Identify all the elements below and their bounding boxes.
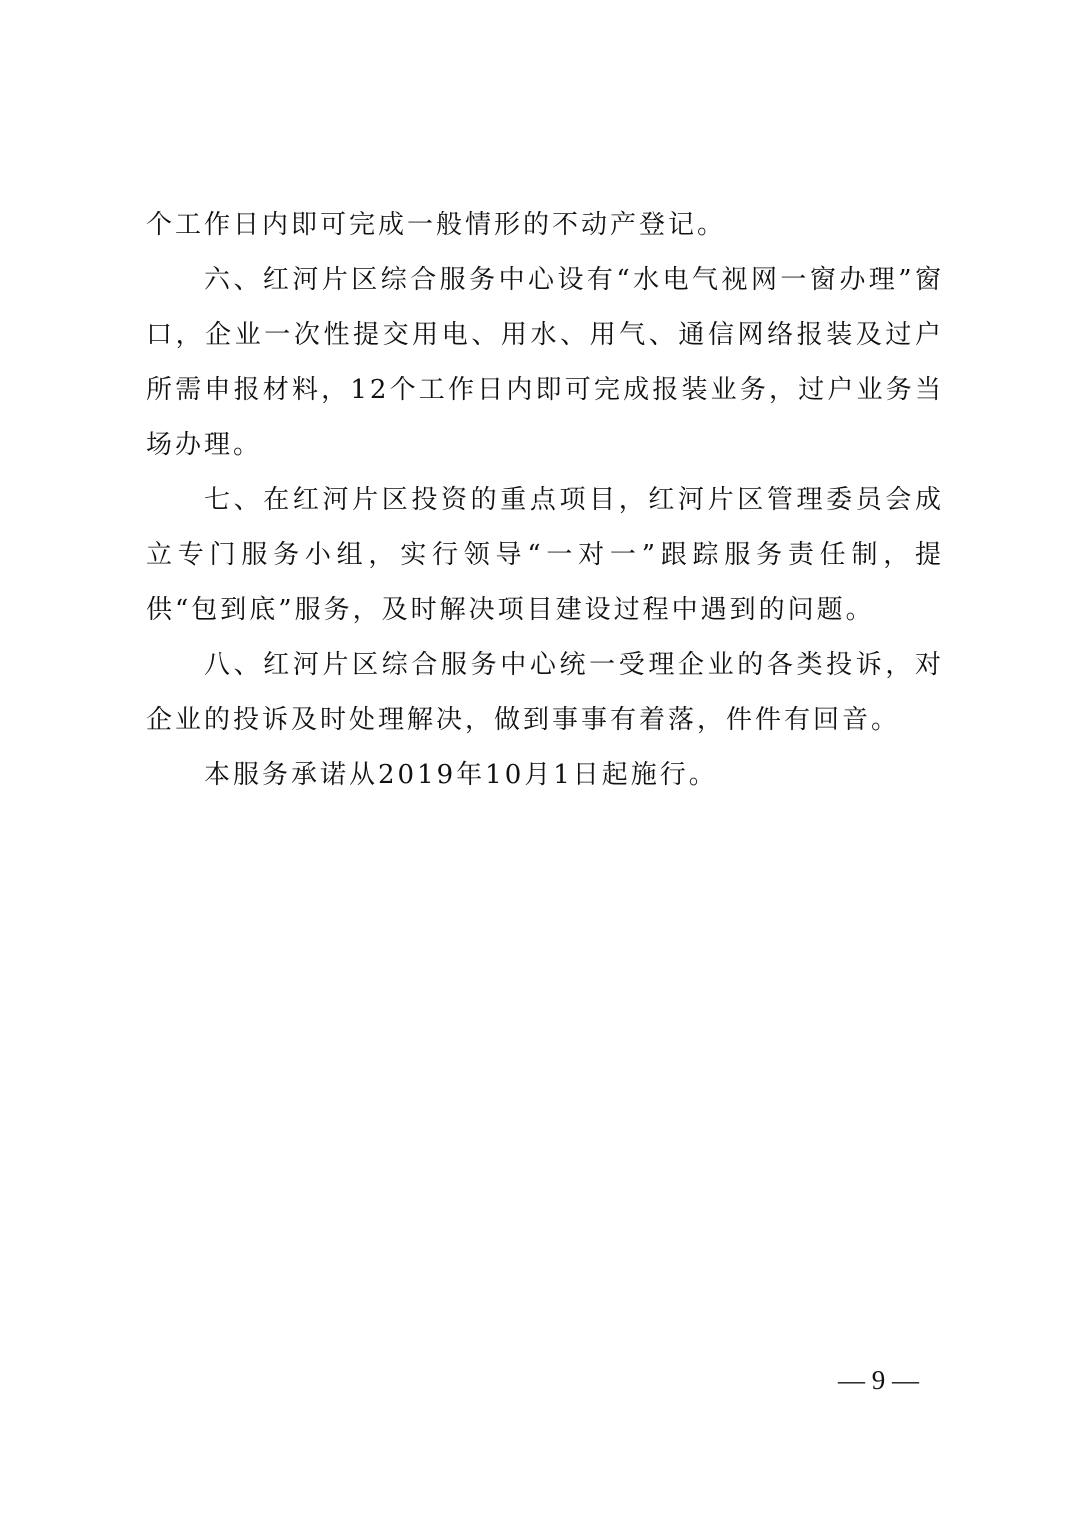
paragraph-continuation: 个工作日内即可完成一般情形的不动产登记。	[146, 210, 727, 240]
paragraph-item-7: 七、在红河片区投资的重点项目，红河片区管理委员会成立专门服务小组，实行领导“一对一”跟踪服务责任制，提供“包到底”服务，及时解决项目建设过程中遇到的问题。	[146, 485, 944, 625]
page-number: — 9 —	[838, 1365, 919, 1395]
paragraph-item-6: 六、红河片区综合服务中心设有“水电气视网一窗办理”窗口，企业一次性提交用电、用水、用气、通信网络报装及过户所需申报材料，12个工作日内即可完成报装业务，过户业务当场办理。	[146, 265, 944, 460]
paragraph-item-8: 八、红河片区综合服务中心统一受理企业的各类投诉，对企业的投诉及时处理解决，做到事事有着落，件件有回音。	[146, 650, 944, 735]
paragraph-effective-date: 本服务承诺从2019年10月1日起施行。	[204, 760, 718, 790]
document-body	[146, 198, 944, 803]
